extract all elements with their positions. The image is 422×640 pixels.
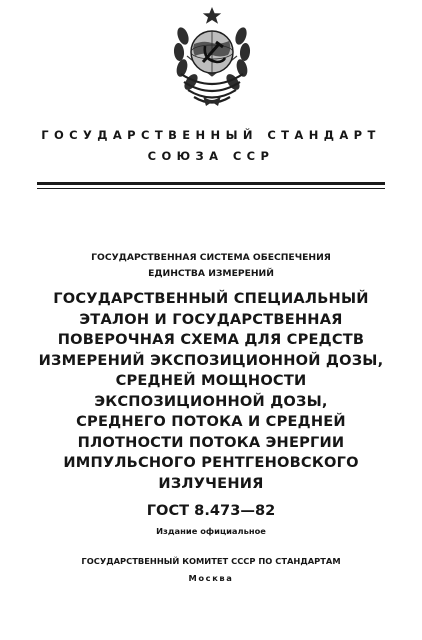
- title-line: СРЕДНЕГО ПОТОКА И СРЕДНЕЙ: [76, 413, 346, 430]
- publisher-committee: ГОСУДАРСТВЕННЫЙ КОМИТЕТ СССР ПО СТАНДАРТАМ: [81, 556, 341, 566]
- ussr-coat-of-arms-icon: [167, 6, 257, 108]
- gost-number: ГОСТ 8.473—82: [146, 502, 276, 519]
- title-line: ЭТАЛОН И ГОСУДАРСТВЕННАЯ: [79, 310, 343, 328]
- title-line: ПОВЕРОЧНАЯ СХЕМА ДЛЯ СРЕДСТВ: [57, 331, 365, 348]
- title-line: ЭКСПОЗИЦИОННОЙ ДОЗЫ,: [94, 392, 328, 410]
- title-line: ИМПУЛЬСНОГО РЕНТГЕНОВСКОГО: [63, 454, 359, 471]
- standard-header-line1: ГОСУДАРСТВЕННЫЙ СТАНДАРТ: [41, 128, 381, 142]
- title-line: СРЕДНЕЙ МОЩНОСТИ: [115, 372, 307, 389]
- title-line: ПЛОТНОСТИ ПОТОКА ЭНЕРГИИ: [77, 433, 345, 451]
- document-title: [0, 289, 422, 494]
- header-rule-thin: [37, 188, 385, 189]
- edition-label: Издание официальное: [156, 526, 266, 536]
- system-heading: [0, 250, 422, 282]
- header-rule-thick: [37, 182, 385, 185]
- title-line: ИЗМЕРЕНИЙ ЭКСПОЗИЦИОННОЙ ДОЗЫ,: [38, 351, 384, 369]
- title-line: ИЗЛУЧЕНИЯ: [158, 474, 264, 492]
- system-heading-line: ЕДИНСТВА ИЗМЕРЕНИЙ: [148, 268, 274, 279]
- standard-header-line2: СОЮЗА ССР: [147, 149, 275, 163]
- publisher-city: Москва: [188, 573, 234, 583]
- title-line: ГОСУДАРСТВЕННЫЙ СПЕЦИАЛЬНЫЙ: [53, 290, 369, 307]
- system-heading-line: ГОСУДАРСТВЕННАЯ СИСТЕМА ОБЕСПЕЧЕНИЯ: [91, 252, 331, 263]
